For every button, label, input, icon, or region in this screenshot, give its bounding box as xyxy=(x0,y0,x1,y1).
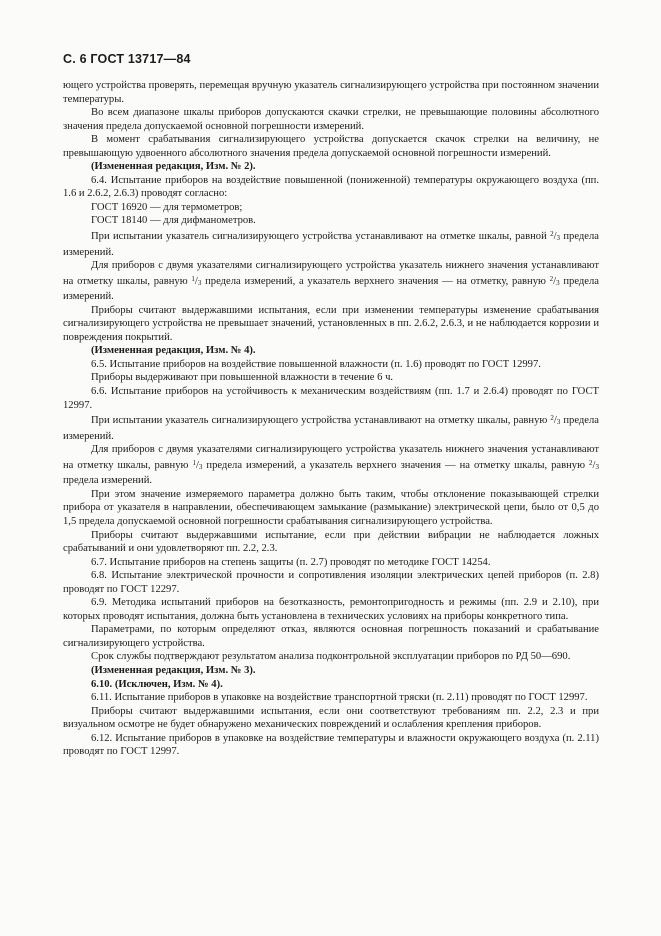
paragraph: При испытании указатель сигнализирующего устройства устанавливают на отметке шкалы, равной $^2/_3$ предела измерений. xyxy=(63,230,599,258)
page-header: С. 6 ГОСТ 13717—84 xyxy=(63,52,191,66)
document-body xyxy=(63,79,599,759)
paragraph: 6.11. Испытание приборов в упаковке на воздействие транспортной тряски (п. 2.11) проводят по ГОСТ 12997. xyxy=(91,692,588,704)
paragraph: ГОСТ 16920 — для термометров; xyxy=(91,201,243,213)
paragraph: 6.8. Испытание электрической прочности и сопротивления изоляции электрических цепей приборов (п. 2.8) проводят по ГОСТ 12297. xyxy=(63,570,599,595)
amendment-note: (Измененная редакция, Изм. № 2). xyxy=(91,161,256,173)
paragraph: Во всем диапазоне шкалы приборов допускаются скачки стрелки, не превышающие половины абсолютного значения предела допускаемой основной погрешности измерений. xyxy=(63,107,599,132)
amendment-note: (Измененная редакция, Изм. № 3). xyxy=(91,664,256,676)
paragraph: 6.9. Методика испытаний приборов на безотказность, ремонтопригодность и режимы (пп. 2.9 и 2.10), при которых проводят испытания, должна быть установлена в технических условиях на приборы конкретного типа. xyxy=(63,597,599,622)
paragraph: ющего устройства проверять, перемещая вручную указатель сигнализирующего устройства при постоянном значении температуры. xyxy=(63,80,599,105)
paragraph: При этом значение измеряемого параметра должно быть таким, чтобы отклонение показывающей стрелки прибора от указателя в направлении, обеспечивающем замыкание (размыкание) электрической цепи, было от 0,5 до 1,5 предела допускаемой основной погрешности срабатывания сигнализирующего устройства. xyxy=(63,488,599,527)
paragraph: Срок службы подтверждают результатом анализа подконтрольной эксплуатации приборов по РД 50—690. xyxy=(91,651,571,663)
paragraph: В момент срабатывания сигнализирующего устройства допускается скачок стрелки на величину, не превышающую удвоенного абсолютного значения предела допускаемой основной погрешности измерений. xyxy=(63,134,599,159)
paragraph: 6.7. Испытание приборов на степень защиты (п. 2.7) проводят по методике ГОСТ 14254. xyxy=(91,556,491,568)
paragraph: Приборы считают выдержавшими испытания, если они соответствуют требованиям пп. 2.2, 2.3 и при визуальном осмотре не будет обнаружено механических повреждений и ослабления крепления приборов. xyxy=(63,705,599,731)
paragraph: 6.12. Испытание приборов в упаковке на воздействие температуры и влажности окружающего воздуха (п. 2.11) проводят по ГОСТ 12997. xyxy=(63,732,599,758)
paragraph: Приборы считают выдержавшими испытания, если при изменении температуры изменение срабатывания сигнализирующего устройства не превышает значений, установленных в пп. 2.6.2, 2.6.3, и не наблюдается коррозии и повреждения покрытий. xyxy=(63,304,599,343)
amendment-note: (Измененная редакция, Изм. № 4). xyxy=(91,345,256,357)
fraction: $^2/_3$ xyxy=(549,274,560,287)
fraction: $^2/_3$ xyxy=(589,458,599,471)
amendment-note: 6.10. (Исключен, Изм. № 4). xyxy=(91,678,223,690)
paragraph: Параметрами, по которым определяют отказ, являются основная погрешность показаний и срабатывание сигнализирующего устройства. xyxy=(63,624,599,649)
paragraph: ГОСТ 18140 — для дифманометров. xyxy=(91,215,256,227)
paragraph: Для приборов с двумя указателями сигнализирующего устройства указатель нижнего значения устанавливают на отметку шкалы, равную $^1/_3$ предела измерений, а указатель верхнего значения — на отметку, равную $^2/_3$ предела измерений. xyxy=(63,260,599,303)
paragraph: 6.5. Испытание приборов на воздействие повышенной влажности (п. 1.6) проводят по ГОСТ 12997. xyxy=(91,358,541,370)
fraction: $^1/_3$ xyxy=(191,274,202,287)
paragraph: Приборы считают выдержавшими испытание, если при действии вибрации не наблюдается ложных срабатываний и они удовлетворяют пп. 2.2, 2.3. xyxy=(63,529,599,555)
fraction: $^2/_3$ xyxy=(550,414,561,427)
paragraph: 6.6. Испытание приборов на устойчивость к механическим воздействиям (пп. 1.7 и 2.6.4) проводят по ГОСТ 12997. xyxy=(63,386,599,411)
paragraph: Приборы выдерживают при повышенной влажности в течение 6 ч. xyxy=(91,372,394,384)
fraction: $^2/_3$ xyxy=(550,230,561,243)
paragraph: 6.4. Испытание приборов на воздействие повышенной (пониженной) температуры окружающего воздуха (пп. 1.6 и 2.6.2, 2.6.3) проводят согласно: xyxy=(63,174,599,200)
paragraph: Для приборов с двумя указателями сигнализирующего устройства указатель нижнего значения устанавливают на отметку шкалы, равную $^1/_3$ предела измерений, а указатель верхнего значения — на отметку шкалы, равную $^2/_3$ предела измерений. xyxy=(63,444,599,487)
paragraph: При испытании указатель сигнализирующего устройства устанавливают на отметку шкалы, равную $^2/_3$ предела измерений. xyxy=(63,414,599,442)
fraction: $^1/_3$ xyxy=(192,458,203,471)
